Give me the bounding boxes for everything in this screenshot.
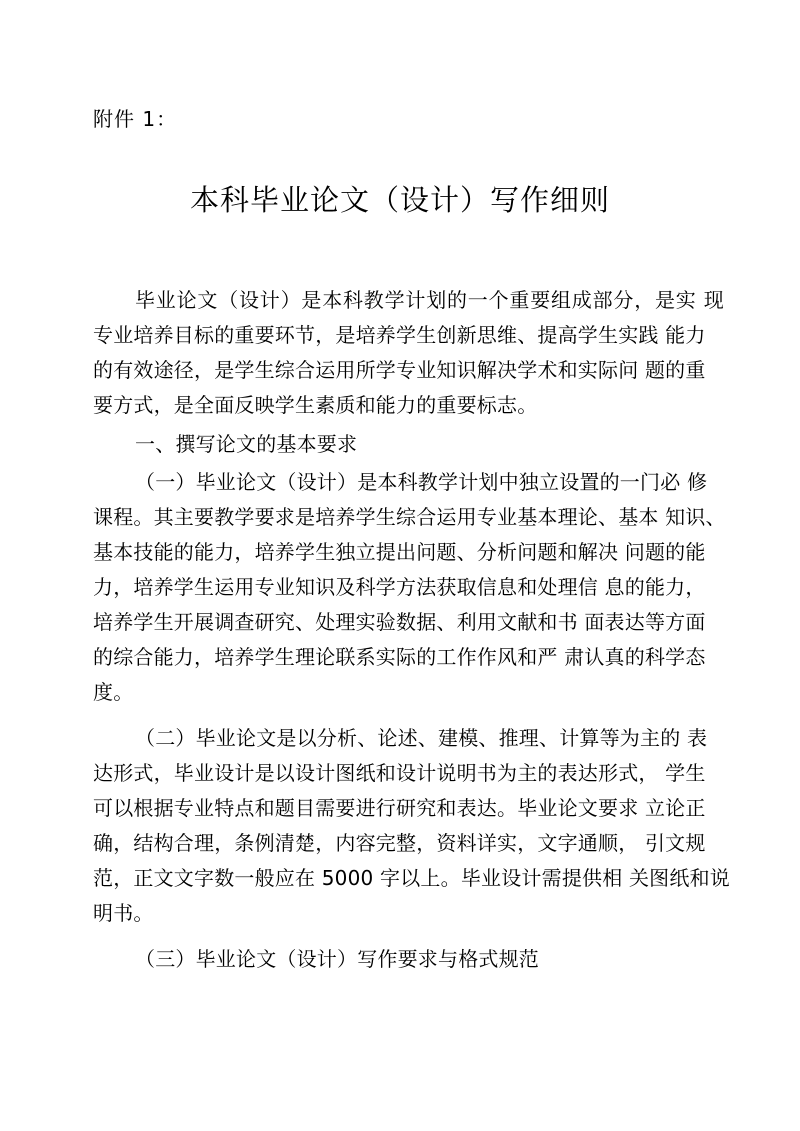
paragraph-line: 可以根据专业特点和题目需要进行研究和表达。毕业论文要求 立论正 bbox=[93, 796, 706, 820]
paragraph-line: 力，培养学生运用专业知识及科学方法获取信息和处理信 息的能力， bbox=[93, 575, 706, 599]
paragraph-line: 范，正文文字数一般应在 5000 字以上。毕业设计需提供相 关图纸和说 bbox=[93, 866, 730, 890]
paragraph-line: 确，结构合理，条例清楚，内容完整，资料详实，文字通顺， 引文规 bbox=[93, 831, 706, 855]
paragraph-line: 专业培养目标的重要环节，是培养学生创新思维、提高学生实践 能力 bbox=[93, 323, 706, 347]
paragraph-line: 培养学生开展调查研究、处理实验数据、利用文献和书 面表达等方面 bbox=[93, 610, 706, 634]
paragraph-line: 课程。其主要教学要求是培养学生综合运用专业基本理论、基本 知识、 bbox=[93, 505, 726, 529]
document-title: 本科毕业论文（设计）写作细则 bbox=[189, 183, 610, 217]
paragraph-line: 度。 bbox=[93, 680, 134, 704]
paragraph-line: 明书。 bbox=[93, 901, 154, 925]
paragraph-line: 达形式，毕业设计是以设计图纸和设计说明书为主的表达形式， 学生 bbox=[93, 761, 706, 785]
paragraph-line: 基本技能的能力，培养学生独立提出问题、分析问题和解决 问题的能 bbox=[93, 540, 706, 564]
paragraph-line: 要方式，是全面反映学生素质和能力的重要标志。 bbox=[93, 393, 538, 417]
paragraph-line: （二）毕业论文是以分析、论述、建模、推理、计算等为主的 表 bbox=[135, 726, 708, 750]
paragraph-line: 的有效途径，是学生综合运用所学专业知识解决学术和实际问 题的重 bbox=[93, 358, 706, 382]
paragraph-line: （一）毕业论文（设计）是本科教学计划中独立设置的一门必 修 bbox=[135, 470, 708, 494]
section-heading: （三）毕业论文（设计）写作要求与格式规范 bbox=[135, 947, 539, 971]
attachment-label: 附件 1： bbox=[93, 107, 178, 131]
section-heading: 一、撰写论文的基本要求 bbox=[135, 432, 358, 456]
paragraph-line: 毕业论文（设计）是本科教学计划的一个重要组成部分，是实 现 bbox=[135, 288, 725, 312]
paragraph-line: 的综合能力，培养学生理论联系实际的工作作风和严 肃认真的科学态 bbox=[93, 645, 706, 669]
